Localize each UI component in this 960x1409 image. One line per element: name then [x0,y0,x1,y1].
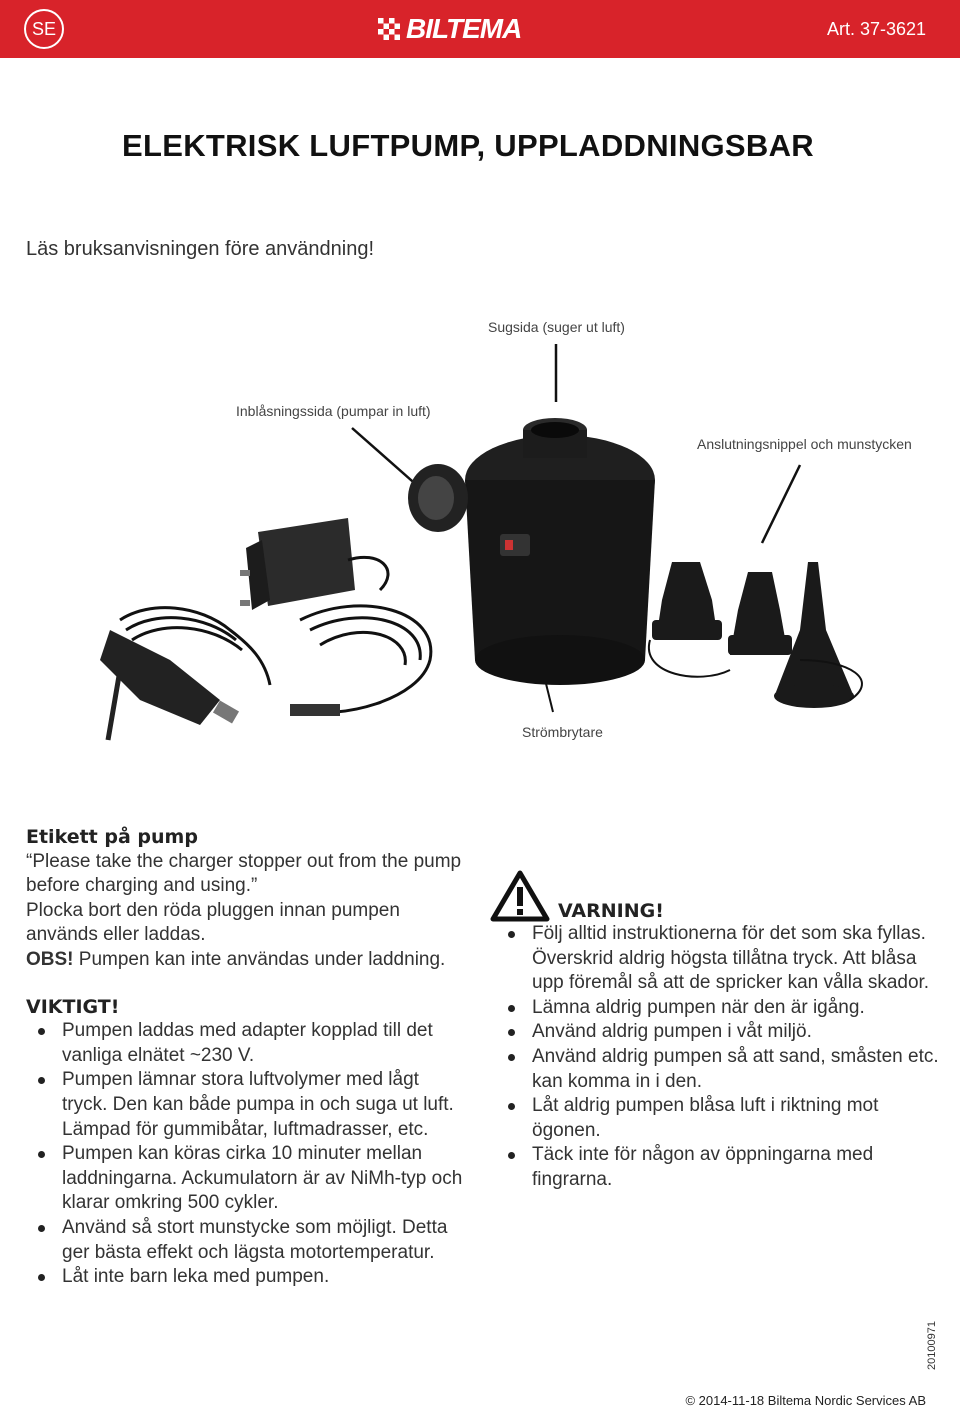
warning-list [500,922,940,1193]
important-list [26,1019,466,1290]
list-item: Pumpen laddas med adapter kopplad till det vanliga elnätet ~230 V. [26,1019,466,1068]
list-item: Täck inte för någon av öppningarna med fingrarna. [500,1143,940,1192]
footer-copyright: © 2014-11-18 Biltema Nordic Services AB [685,1393,926,1408]
callout-suction-side: Sugsida (suger ut luft) [488,319,625,335]
list-item: Följ alltid instruktionerna för det som ska fyllas. Överskrid aldrig högsta tillåtna tryck. Att blåsa upp föremål så att de spricker kan vålla skador. [500,922,940,996]
checkered-flag-icon [378,18,400,40]
callout-inflate-side: Inblåsningssida (pumpar in luft) [236,403,431,419]
callout-nozzles: Anslutningsnippel och munstycken [697,436,912,452]
label-text-english: “Please take the charger stopper out from the pump before charging and using.” [26,850,462,897]
list-item: Pumpen kan köras cirka 10 minuter mellan laddningarna. Ackumulatorn är av NiMh-typ och klarar omkring 500 cykler. [26,1142,466,1216]
list-item: Låt aldrig pumpen blåsa luft i riktning mot ögonen. [500,1094,940,1143]
obs-text: Pumpen kan inte användas under laddning. [73,948,446,970]
warning-header [490,870,940,922]
product-illustration [0,300,960,760]
intro-text: Läs bruksanvisningen före användning! [26,238,375,260]
callout-power-switch: Strömbrytare [522,724,603,740]
header-bar [0,0,960,58]
left-column [26,825,466,1290]
right-column [500,870,940,1193]
nozzles [649,562,862,708]
obs-note [26,948,466,973]
label-heading: Etikett på pump [26,826,198,848]
list-item: Använd så stort munstycke som möjligt. Detta ger bästa effekt och lägsta motortemperatur. [26,1216,466,1265]
list-item: Använd aldrig pumpen så att sand, småsten etc. kan komma in i den. [500,1045,940,1094]
list-item: Använd aldrig pumpen i våt miljö. [500,1020,940,1045]
important-heading: VIKTIGT! [26,995,120,1018]
list-item: Lämna aldrig pumpen när den är igång. [500,996,940,1021]
list-item: Låt inte barn leka med pumpen. [26,1265,466,1290]
product-figure [0,300,960,760]
language-badge: SE [24,9,64,49]
label-text-swedish: Plocka bort den röda pluggen innan pumpen används eller laddas. [26,899,400,946]
list-item: Pumpen lämnar stora luftvolymer med lågt tryck. Den kan både pumpa in och suga ut luft. Lämpad för gummibåtar, luftmadrasser, etc. [26,1068,466,1142]
air-pump [408,418,655,685]
brand-name: BILTEMA [406,13,522,44]
document-code: 20100971 [926,1321,938,1370]
obs-label: OBS! [26,948,74,970]
page-title: ELEKTRISK LUFTPUMP, UPPLADDNINGSBAR [122,128,814,163]
warning-heading: VARNING! [558,900,664,923]
brand-logo [378,14,521,44]
wall-adapter [240,518,388,610]
article-number: Art. 37-3621 [826,19,926,39]
warning-triangle-icon [490,870,550,922]
